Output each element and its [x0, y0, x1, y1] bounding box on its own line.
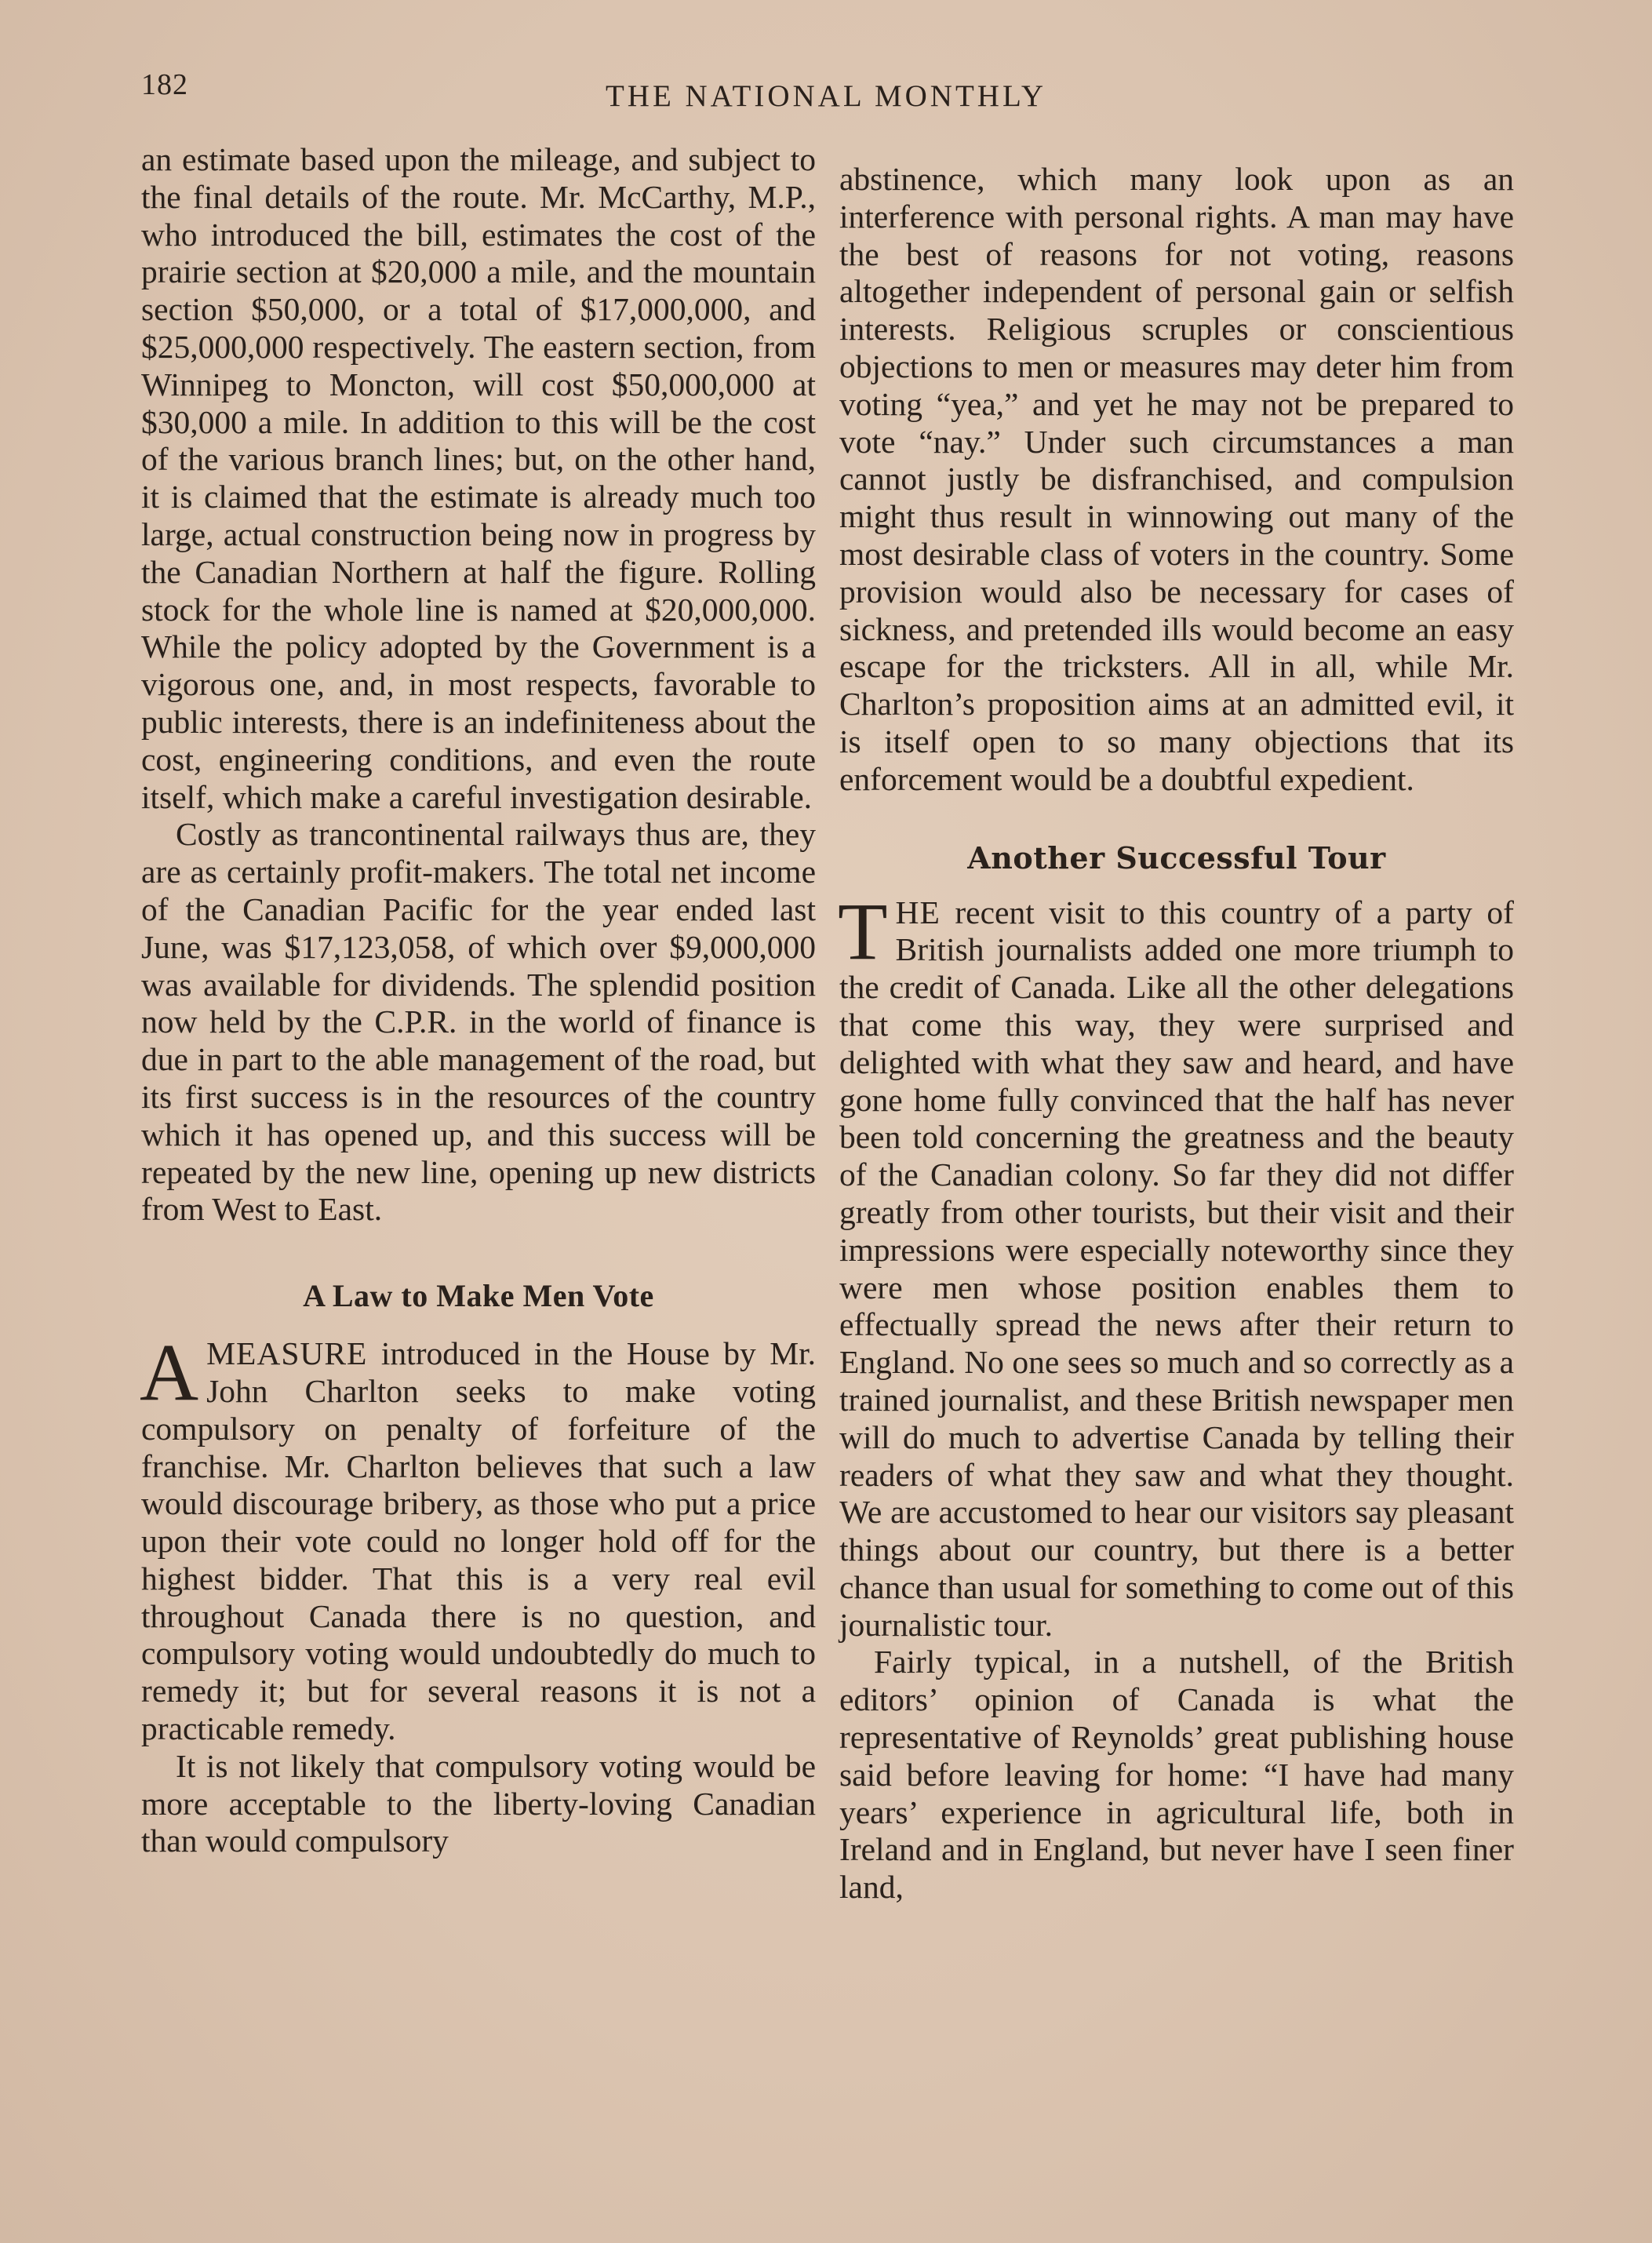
running-title: THE NATIONAL MONTHLY — [605, 79, 1047, 113]
left-column — [141, 141, 816, 1860]
right-continued-paragraph: abstinence, which many look upon as an interference with personal rights. A man may have the best of reasons for not voting, reasons altogether independent of personal gain or selfish interests. Religious scruples or conscientious objections to men or measures may deter him from voting “yea,” and yet he may not be prepared to vote “nay.” Under such circumstances a man cannot justly be disfranchised, and compulsion might thus result in winnowing out many of the most desirable class of voters in the country. Some provision would also be necessary for cases of sickness, and pretended ills would become an easy escape for the tricksters. All in all, while Mr. Charlton’s proposition aims at an admitted evil, it is itself open to so many objections that its enforcement would be a doubtful expedient. — [839, 161, 1514, 797]
section-title-law-to-make-men-vote: A Law to Make Men Vote — [303, 1278, 654, 1314]
tour-first-paragraph — [838, 886, 1514, 1644]
left-continued-paragraph: an estimate based upon the mileage, and subject to the final details of the route. Mr. McCarthy, M.P., who introduced the bill, estimates the cost of the prairie section at $20,000 a mile, and the mountain section $50,000, or a total of $17,000,000, and $25,000,000 respectively. The eastern section, from Winnipeg to Moncton, will cost $50,000,000 at $30,000 a mile. In addition to this will be the cost of the various branch lines; but, on the other hand, it is claimed that the estimate is already much too large, actual construction being now in progress by the Canadian Northern at half the figure. Rolling stock for the whole line is named at $20,000,000. While the policy adopted by the Government is a vigorous one, and, in most respects, favorable to public interests, there is an indefiniteness about the cost, engineering conditions, and even the route itself, which make a careful investigation desirable. — [141, 141, 816, 815]
railway-profit-paragraph: Costly as trancontinental railways thus are, they are as certainly profit-makers. The total net income of the Canadian Pacific for the year ended last June, was $17,123,058, of which over $9,000,000 was available for dividends. The splendid position now held by the C.P.R. in the world of finance is due in part to the able management of the road, but its first success is in the resources of the country which it has opened up, and this success will be repeated by the new line, opening up new districts from West to East. — [141, 816, 816, 1228]
law-second-paragraph: It is not likely that compulsory voting would be more acceptable to the liberty-loving Canadian than would compulsory — [141, 1747, 816, 1859]
section-title-another-successful-tour: Another Successful Tour — [967, 839, 1386, 876]
law-first-paragraph — [140, 1327, 817, 1748]
lead-word-measure: MEASURE — [206, 1335, 368, 1372]
tour-second-paragraph: Fairly typical, in a nutshell, of the British editors’ opinion of Canada is what the representative of Reynolds’ great publishing house said before leaving for home: “I have had many years’ experience in agricultural life, both in Ireland and in England, but never have I seen finer land, — [839, 1644, 1514, 1906]
tour-first-paragraph-text: recent visit to this country of a party of British journalists added one more triumph to the credit of Canada. Like all the other delegations that come this way, they were surprised and delighted with what they saw and heard, and have gone home fully convinced that the half has never been told concerning the greatness and the beauty of the Canadian colony. So far they did not differ greatly from other tourists, but their visit and their impressions were especially noteworthy since they were men whose position enables them to effectually spread the news after their return to England. No one sees so much and so correctly as a trained journalist, and these British newspaper men will do much to advertise Canada by telling their readers of what they saw and what they thought. We are accustomed to hear our visitors say pleasant things about our country, but there is a better chance than usual for something to come out of this journalistic tour. — [839, 894, 1514, 1643]
page-number: 182 — [141, 68, 188, 101]
lead-word-the: HE — [895, 894, 941, 930]
drop-cap-t: T — [838, 886, 888, 977]
law-first-paragraph-text: introduced in the House by Mr. John Charlton seeks to make voting compulsory on penalty of forfeiture of the franchise. Mr. Charlton believes that such a law would discourage bribery, as those who put a price upon their vote could no longer hold off for the highest bidder. That this is a very real evil throughout Canada there is no question, and compulsory voting would undoubtedly do much to remedy it; but for several reasons it is not a practicable remedy. — [141, 1335, 817, 1747]
right-column — [839, 161, 1514, 1906]
drop-cap-a: A — [140, 1327, 199, 1418]
